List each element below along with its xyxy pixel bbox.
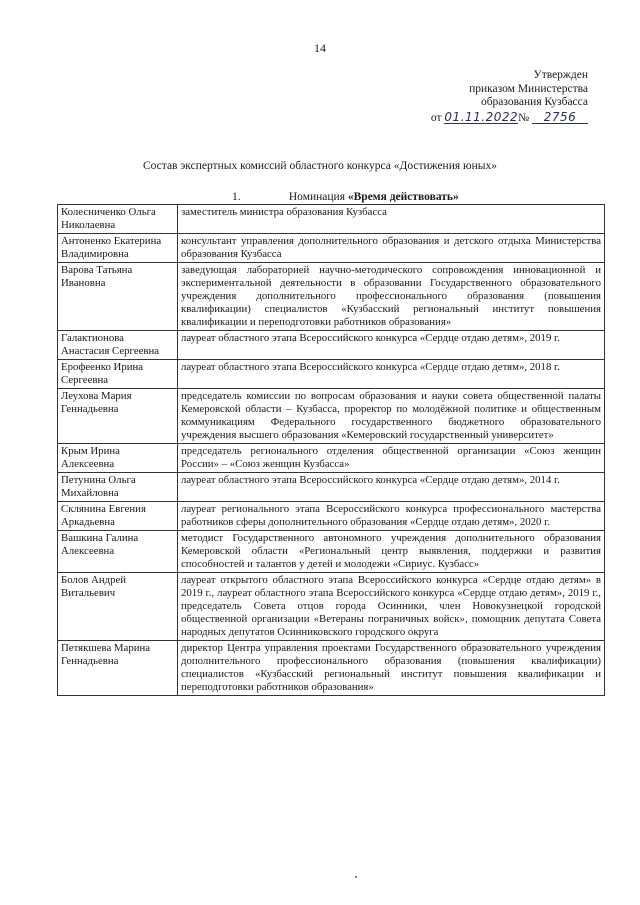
nomination-label: Номинация bbox=[288, 191, 345, 203]
member-name: Леухова Мария Геннадьевна bbox=[58, 389, 178, 444]
commission-members-table bbox=[57, 204, 605, 696]
table-row bbox=[58, 641, 605, 696]
member-position: председатель регионального отделения общественной организации «Союз женщин России» – «Союз женщин Кузбасса» bbox=[178, 444, 605, 473]
table-row bbox=[58, 360, 605, 389]
table-row bbox=[58, 444, 605, 473]
member-name: Галактионова Анастасия Сергеевна bbox=[58, 331, 178, 360]
number-prefix: № bbox=[518, 111, 530, 124]
member-position: лауреат областного этапа Всероссийского конкурса «Сердце отдаю детям», 2019 г. bbox=[178, 331, 605, 360]
page-number: 14 bbox=[314, 41, 326, 55]
nomination-name: «Время действовать» bbox=[347, 191, 459, 203]
member-position: председатель комиссии по вопросам образования и науки совета общественной палаты Кемеровской области – Кузбасса, проректор по молодёжной политике и общественным коммуникациям Федерального государственного бюджетного образовательного учреждения высшего образования «Кемеровский государственный университет» bbox=[178, 389, 605, 444]
member-name: Варова Татьяна Ивановна bbox=[58, 263, 178, 331]
table-row bbox=[58, 389, 605, 444]
member-name: Ерофеенко Ирина Сергеевна bbox=[58, 360, 178, 389]
approval-date-line bbox=[378, 111, 588, 126]
member-position: заместитель министра образования Кузбасса bbox=[178, 205, 605, 234]
nomination-number: 1. bbox=[232, 191, 241, 203]
table-row bbox=[58, 573, 605, 641]
member-name: Антоненко Екатерина Владимировна bbox=[58, 234, 178, 263]
approval-line-2: приказом Министерства bbox=[469, 82, 588, 95]
table-row bbox=[58, 531, 605, 573]
handwritten-date: 01.11.2022 bbox=[444, 109, 519, 124]
member-position: директор Центра управления проектами Государственного образовательного учреждения дополнительного профессионального образования (повышения квалификации) специалистов «Кузбасский региональный институт повышения квалификации и переподготовки работников образования» bbox=[178, 641, 605, 696]
table-row bbox=[58, 502, 605, 531]
approval-block bbox=[378, 69, 588, 125]
nomination-heading bbox=[232, 191, 459, 203]
member-position: лауреат областного этапа Всероссийского конкурса «Сердце отдаю детям», 2014 г. bbox=[178, 473, 605, 502]
date-prefix: от bbox=[430, 111, 442, 124]
member-name: Болов Андрей Витальевич bbox=[58, 573, 178, 641]
table-row bbox=[58, 263, 605, 331]
member-position: лауреат областного этапа Всероссийского конкурса «Сердце отдаю детям», 2018 г. bbox=[178, 360, 605, 389]
handwritten-number: 2756 bbox=[532, 111, 588, 124]
member-name: Склянина Евгения Аркадьевна bbox=[58, 502, 178, 531]
member-name: Колесниченко Ольга Николаевна bbox=[58, 205, 178, 234]
member-position: методист Государственного автономного учреждения дополнительного образования Кемеровской области «Региональный центр выявления, поддержки и развития способностей и талантов у детей и молодежи «Сириус. Кузбасс» bbox=[178, 531, 605, 573]
member-position: лауреат регионального этапа Всероссийского конкурса профессионального мастерства работников сферы дополнительного образования «Сердце отдаю детям», 2020 г. bbox=[178, 502, 605, 531]
document-title: Состав экспертных комиссий областного конкурса «Достижения юных» bbox=[142, 160, 498, 172]
member-name: Вашкина Галина Алексеевна bbox=[58, 531, 178, 573]
member-name: Петякшева Марина Геннадьевна bbox=[58, 641, 178, 696]
member-position: лауреат открытого областного этапа Всероссийского конкурса «Сердце отдаю детям» в 2019 г., лауреат областного этапа Всероссийского конкурса «Сердце отдаю детям», 2019 г., председатель Совета отцов города Осинники, член Новокузнецкой городской общественной организации «Ветераны пограничных войск», помощник депутата Совета народных депутатов Осинниковского городского округа bbox=[178, 573, 605, 641]
member-position: консультант управления дополнительного образования и детского отдыха Министерства образования Кузбасса bbox=[178, 234, 605, 263]
table-row bbox=[58, 205, 605, 234]
member-name: Петунина Ольга Михайловна bbox=[58, 473, 178, 502]
member-name: Крым Ирина Алексеевна bbox=[58, 444, 178, 473]
table-row bbox=[58, 473, 605, 502]
scan-dot bbox=[355, 876, 357, 878]
approval-line-3: образования Кузбасса bbox=[480, 96, 588, 108]
table-row bbox=[58, 234, 605, 263]
member-position: заведующая лабораторией научно-методического сопровождения инновационной и экспериментальной деятельности в образовании Государственного образовательного учреждения дополнительного профессионального образования (повышения квалификации) специалистов «Кузбасский региональный институт повышения квалификации и переподготовки работников образования» bbox=[178, 263, 605, 331]
approval-line-1: Утвержден bbox=[533, 69, 588, 81]
members-table-body bbox=[58, 205, 605, 696]
table-row bbox=[58, 331, 605, 360]
